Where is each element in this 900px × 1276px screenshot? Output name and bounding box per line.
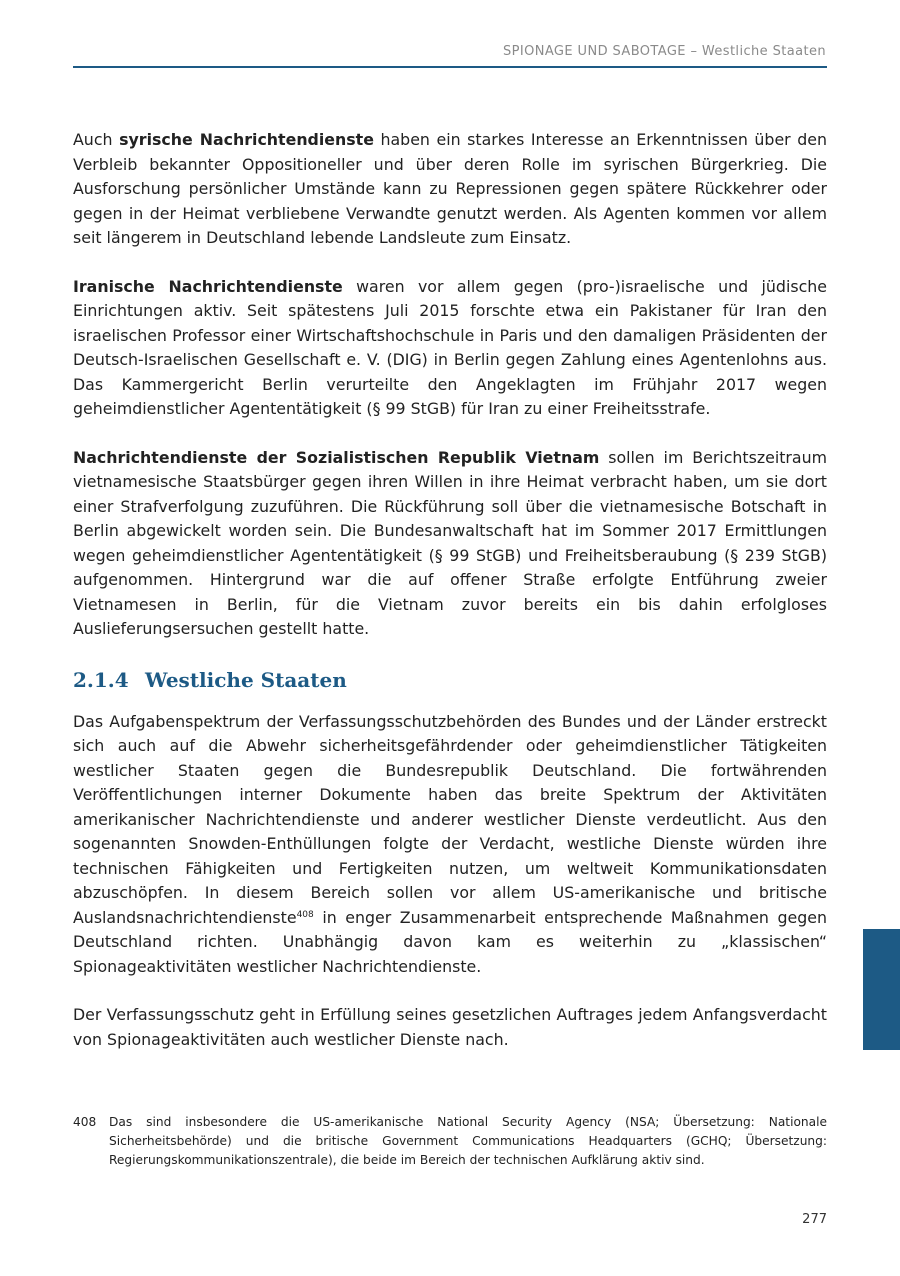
running-header: SPIONAGE UND SABOTAGE – Westliche Staaten <box>502 44 826 59</box>
footnote-number: 408 <box>73 1115 97 1129</box>
paragraph-iran <box>73 275 827 422</box>
section-heading <box>73 666 827 694</box>
paragraph-vietnam-bold: Nachrichtendienste der Sozialistischen Republik Vietnam <box>73 447 600 467</box>
footnote-reference[interactable]: 408 <box>296 909 314 920</box>
paragraph-western-states <box>73 710 827 980</box>
chapter-side-tab <box>863 929 900 1050</box>
paragraph-western-states-text-b: in enger Zusammenarbeit entsprechende Maßnahmen gegen Deutschland richten. Unabhängig davon kam es weiterhin zu „klassischen“ Spionageaktivitäten westlicher Nachrichtendienste. <box>73 907 828 976</box>
paragraph-syria-text: haben ein starkes Interesse an Erkenntnissen über den Verbleib bekannter Oppositioneller und über deren Rolle im syrischen Bürgerkrieg. Die Ausforschung persönlicher Umstände kann zu Repressionen gegen spätere Rückkehrer oder gegen in der Heimat verbliebene Verwandte genutzt werden. Als Agenten kommen vor allem seit längerem in Deutschland lebende Landsleute zum Einsatz. <box>73 130 827 247</box>
paragraph-verfassungsschutz-text: Der Verfassungsschutz geht in Erfüllung seines gesetzlichen Auftrages jedem Anfangsverdacht von Spionageaktivitäten auch westlicher Dienste nach. <box>73 1005 827 1049</box>
paragraph-vietnam-text: sollen im Berichtszeitraum vietnamesische Staatsbürger gegen ihren Willen in ihre Heimat verbracht haben, um sie dort einer Strafverfolgung zuzuführen. Die Rückführung soll über die vietnamesische Botschaft in Berlin abgewickelt worden sein. Die Bundesanwaltschaft hat im Sommer 2017 Ermittlungen wegen geheimdienstlicher Agententätigkeit (§ 99 StGB) und Freiheitsberaubung (§ 239 StGB) aufgenommen. Hintergrund war die auf offener Straße erfolgte Entführung zweier Vietnamesen in Berlin, für die Vietnam zuvor bereits ein bis dahin erfolgloses Auslieferungsersuchen gestellt hatte. <box>73 447 827 638</box>
main-content <box>73 128 827 1076</box>
section-title: Westliche Staaten <box>145 667 347 692</box>
paragraph-western-states-text-a: Das Aufgabenspektrum der Verfassungsschutzbehörden des Bundes und der Länder erstreckt sich auch auf die Abwehr sicherheitsgefährdender oder geheimdienstlicher Tätigkeiten westlicher Staaten gegen die Bundesrepublik Deutschland. Die fortwährenden Veröffentlichungen interner Dokumente haben das breite Spektrum der Aktivitäten amerikanischer Nachrichtendienste und anderer westlicher Dienste verdeutlicht. Aus den sogenannten Snowden-Enthüllungen folgte der Verdacht, westliche Dienste würden ihre technischen Fähigkeiten und Fertigkeiten nutzen, um weltweit Kommunikationsdaten abzuschöpfen. In diesem Bereich sollen vor allem US-amerikanische und britische Auslandsnachrichtendienste <box>73 711 827 927</box>
paragraph-iran-text: waren vor allem gegen (pro-)israelische und jüdische Einrichtungen aktiv. Seit spätestens Juli 2015 forschte etwa ein Pakistaner für Iran den israelischen Professor einer Wirtschaftshochschule in Paris und den damaligen Präsidenten der Deutsch-Israelischen Gesellschaft e. V. (DIG) in Berlin gegen Zahlung eines Agentenlohns aus. Das Kammergericht Berlin verurteilte den Angeklagten im Frühjahr 2017 wegen geheimdienstlicher Agententätigkeit (§ 99 StGB) für Iran zu einer Freiheitsstrafe. <box>73 276 827 418</box>
paragraph-syria <box>73 128 827 251</box>
section-number: 2.1.4 <box>73 667 129 692</box>
footnote <box>73 1113 827 1170</box>
paragraph-iran-bold: Iranische Nachrichtendienste <box>73 276 343 296</box>
page-number: 277 <box>802 1212 827 1227</box>
footnote-text: Das sind insbesondere die US-amerikanische National Security Agency (NSA; Übersetzung: Nationale Sicherheitsbehörde) und die britische Government Communications Headquarters (GCHQ; Übersetzung: Regierungskommunikationszentrale), die beide im Bereich der technischen Aufklärung aktiv sind. <box>109 1115 827 1167</box>
paragraph-vietnam <box>73 446 827 642</box>
header-rule <box>73 66 827 68</box>
paragraph-syria-lead: Auch <box>73 130 113 149</box>
paragraph-verfassungsschutz <box>73 1003 827 1052</box>
paragraph-syria-bold: syrische Nachrichtendienste <box>119 130 374 149</box>
